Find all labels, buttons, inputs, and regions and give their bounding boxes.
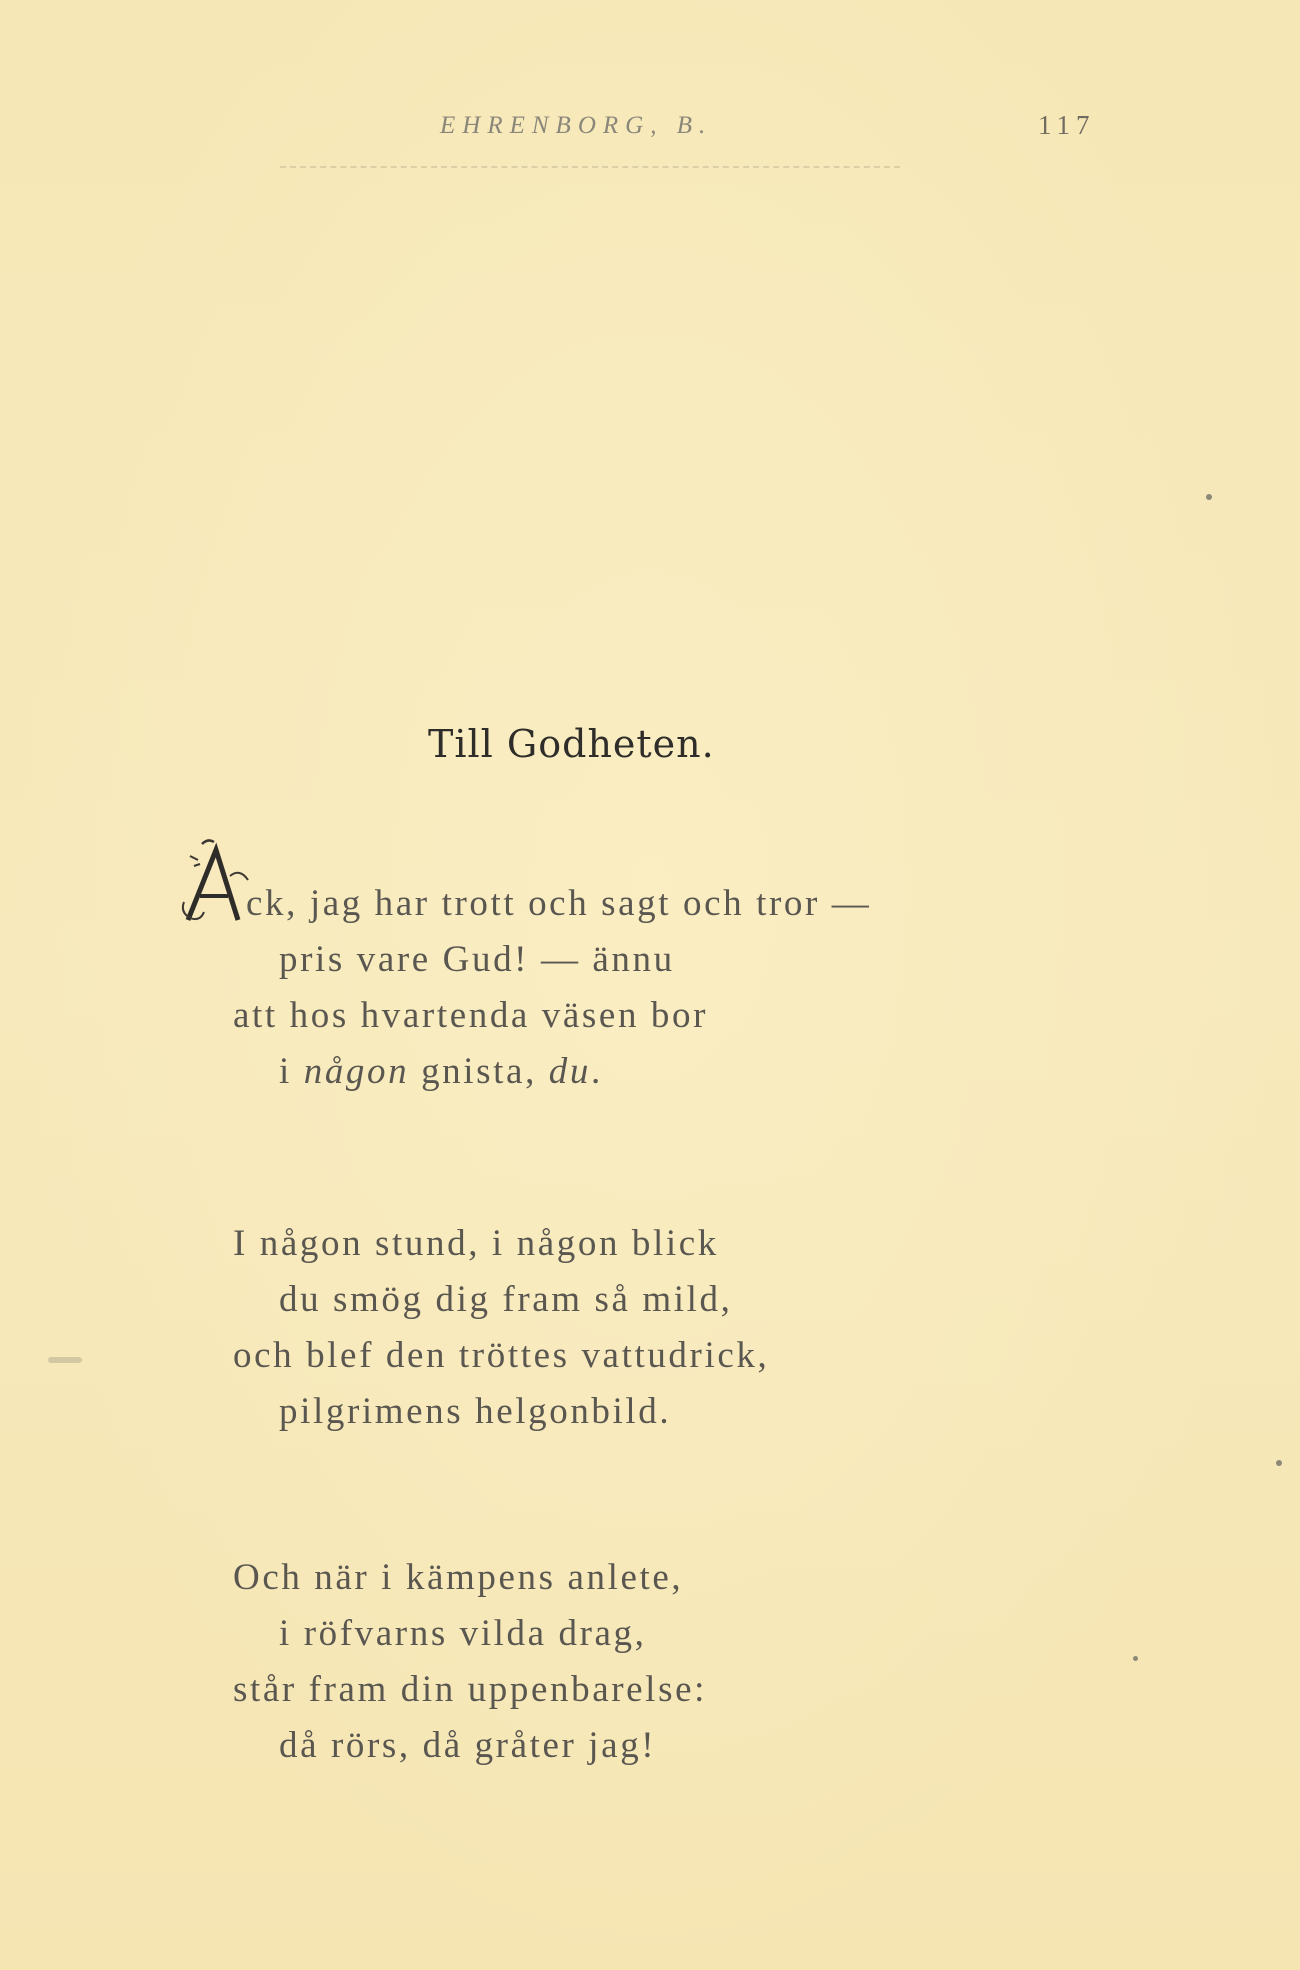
header-rule — [280, 166, 900, 168]
poem-line — [246, 882, 871, 925]
poem-line — [233, 1334, 769, 1377]
poem-line — [233, 1668, 707, 1711]
line-text: i — [279, 1051, 304, 1092]
line-text: . — [590, 1051, 603, 1092]
margin-mark — [48, 1357, 82, 1363]
poem-title: Till Godheten. — [428, 722, 715, 766]
poem-line — [279, 938, 675, 981]
line-text: i röfvarns vilda drag, — [279, 1613, 647, 1654]
poem-line — [279, 1050, 603, 1093]
poem-line — [233, 1556, 683, 1599]
line-text: att hos hvartenda väsen bor — [233, 995, 709, 1036]
line-text: pris vare Gud! — ännu — [279, 939, 675, 980]
poem-line — [233, 1222, 719, 1265]
line-text-italic: du — [548, 1051, 591, 1092]
line-text: ck, jag har trott och sagt och tror — — [246, 883, 872, 924]
poem-line — [279, 1390, 671, 1433]
poem-line — [279, 1278, 732, 1321]
line-text: gnista, — [409, 1051, 549, 1092]
paper-speck — [1133, 1656, 1138, 1661]
line-text: står fram din uppenbarelse: — [233, 1669, 707, 1710]
line-text: pilgrimens helgonbild. — [279, 1391, 672, 1432]
page-number: 117 — [1038, 110, 1096, 140]
line-text: och blef den tröttes vattudrick, — [233, 1335, 770, 1376]
line-text: I någon stund, i någon blick — [233, 1223, 719, 1264]
running-head: EHRENBORG, B. — [440, 112, 713, 139]
poem-line — [279, 1612, 647, 1655]
line-text-italic: någon — [303, 1051, 410, 1092]
line-text: du smög dig fram så mild, — [279, 1279, 733, 1320]
paper-speck — [1276, 1460, 1282, 1466]
line-text: då rörs, då gråter jag! — [279, 1725, 657, 1766]
poem-line — [279, 1724, 656, 1767]
poem-line — [233, 994, 708, 1037]
paper-speck — [1206, 494, 1212, 500]
line-text: Och när i kämpens anlete, — [233, 1557, 684, 1598]
